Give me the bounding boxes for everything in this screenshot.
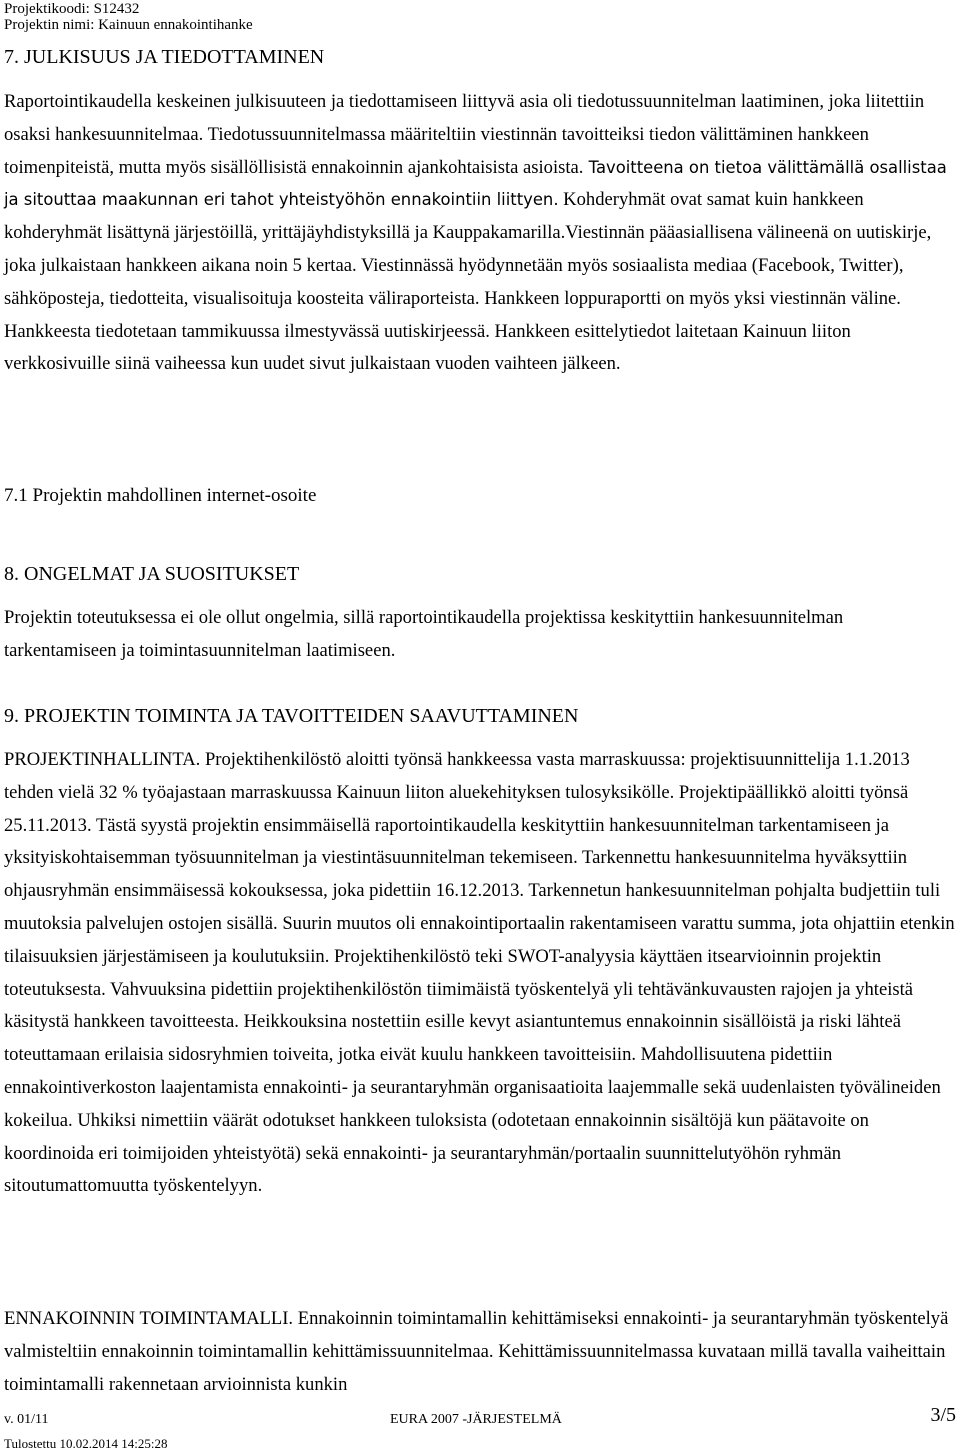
section-8-title: 8. ONGELMAT JA SUOSITUKSET	[4, 563, 300, 585]
section-7-title: 7. JULKISUUS JA TIEDOTTAMINEN	[4, 46, 325, 68]
section-9-paragraph-1: PROJEKTINHALLINTA. Projektihenkilöstö aloitti työnsä hankkeessa vasta marraskuussa: projektisuunnittelija 1.1.2013 tehden vielä 32 % työajastaan marraskuussa Kainuun liiton aluekehityksen tulosyksikölle. Projektipäällikkö aloitti työnsä 25.11.2013. Tästä syystä projektin ensimmäisellä raportointikaudella keskityttiin hankesuunnitelman tarkentamiseen ja yksityiskohtaisemman työsuunnitelman ja viestintäsuunnitelman tekemiseen. Tarkennettu hankesuunnitelma hyväksyttiin ohjausryhmän ensimmäisessä kokouksessa, joka pidettiin 16.12.2013. Tarkennetun hankesuunnitelman pohjalta budjettiin tuli muutoksia palvelujen ostojen sisällä. Suurin muutos oli ennakointiportaalin rakentamiseen varattu summa, jota ohjattiin etenkin tilaisuuksien järjestämiseen ja koulutuksiin. Projektihenkilöstö teki SWOT-analyysia käyttäen itsearvioinnin projektin toteutuksesta. Vahvuuksina pidettiin projektihenkilöstön tiimimäistä työskentelyä yli tehtävänkuvausten rajojen ja yhteistä käsitystä hankkeen tavoitteesta. Heikkouksina nostettiin esille kevyt asiantuntemus ennakoinnin sisällöistä ja riski lähteä toteuttamaan erilaisia sidosryhmien toiveita, jotka eivät kuulu hankkeen tavoitteisiin. Mahdollisuutena pidettiin ennakointiverkoston laajentamista ennakointi- ja seurantaryhmän organisaatioita laajemmalle sekä uudenlaisten työvälineiden kokeilua. Uhkiksi nimettiin väärät odotukset hankkeen tuloksista (odotetaan ennakoinnin sisältöjä kun päätavoite on koordinoida eri toimijoiden yhteistyötä) sekä ennakointi- ja seurantaryhmän/portaalin suunnittelutyöhön ryhmän sitoutumattomuutta työskentelyyn.	[4, 749, 955, 1197]
section-7-paragraph	[4, 86, 956, 381]
section-9-title: 9. PROJEKTIN TOIMINTA JA TAVOITTEIDEN SAAVUTTAMINEN	[4, 705, 579, 727]
footer-page-number: 3/5	[930, 1404, 956, 1426]
project-name: Projektin nimi: Kainuun ennakointihanke	[4, 17, 253, 33]
footer-print-timestamp: Tulostettu 10.02.2014 14:25:28	[4, 1436, 168, 1451]
section-7-1-title: 7.1 Projektin mahdollinen internet-osoite	[4, 485, 317, 506]
section-7-paragraph-part-3: Kohderyhmät ovat samat kuin hankkeen kohderyhmät lisättynä järjestöillä, yrittäjäyhdistyksillä ja Kauppakamarilla.Viestinnän pääasiallisena välineenä on uutiskirje, joka julkaistaan hankkeen aikana noin 5 kertaa. Viestinnässä hyödynnetään myös sosiaalista mediaa (Facebook, Twitter), sähköposteja, tiedotteita, visualisoituja koosteita väliraporteista. Hankkeen loppuraportti on myös yksi viestinnän väline. Hankkeesta tiedotetaan tammikuussa ilmestyvässä uutiskirjeessä. Hankkeen esittelytiedot laitetaan Kainuun liiton verkkosivuille siinä vaiheessa kun uudet sivut julkaistaan vuoden vaihteen jälkeen.	[4, 189, 932, 375]
footer-system-name: EURA 2007 -JÄRJESTELMÄ	[390, 1412, 562, 1427]
footer-version: v. 01/11	[4, 1412, 49, 1427]
section-8-paragraph: Projektin toteutuksessa ei ole ollut ongelmia, sillä raportointikaudella projektissa keskityttiin hankesuunnitelman tarkentamiseen ja toimintasuunnitelman laatimiseen.	[4, 607, 844, 661]
section-7-paragraph-part-2: Tavoitteena on tietoa välittämällä osallistaa ja sitouttaa maakunnan eri tahot yhteistyöhön ennakointiin liittyen.	[4, 157, 947, 210]
project-code: Projektikoodi: S12432	[4, 1, 140, 17]
section-9-paragraph-2: ENNAKOINNIN TOIMINTAMALLI. Ennakoinnin toimintamallin kehittämiseksi ennakointi- ja seurantaryhmän työskentelyä valmisteltiin ennakoinnin toimintamallin kehittämissuunnitelmaa. Kehittämissuunnitelmassa kuvataan millä tavalla vaiheittain toimintamalli rakennetaan arvioinnista kunkin	[4, 1308, 949, 1395]
section-7-paragraph-part-1: Raportointikaudella keskeinen julkisuuteen ja tiedottamiseen liittyvä asia oli tiedotussuunnitelman laatiminen, joka liitettiin osaksi hankesuunnitelmaa. Tiedotussuunnitelmassa määriteltiin viestinnän tavoitteiksi tiedon välittäminen hankkeen toimenpiteistä, mutta myös sisällöllisistä ennakoinnin ajankohtaisista asioista.	[4, 91, 925, 178]
